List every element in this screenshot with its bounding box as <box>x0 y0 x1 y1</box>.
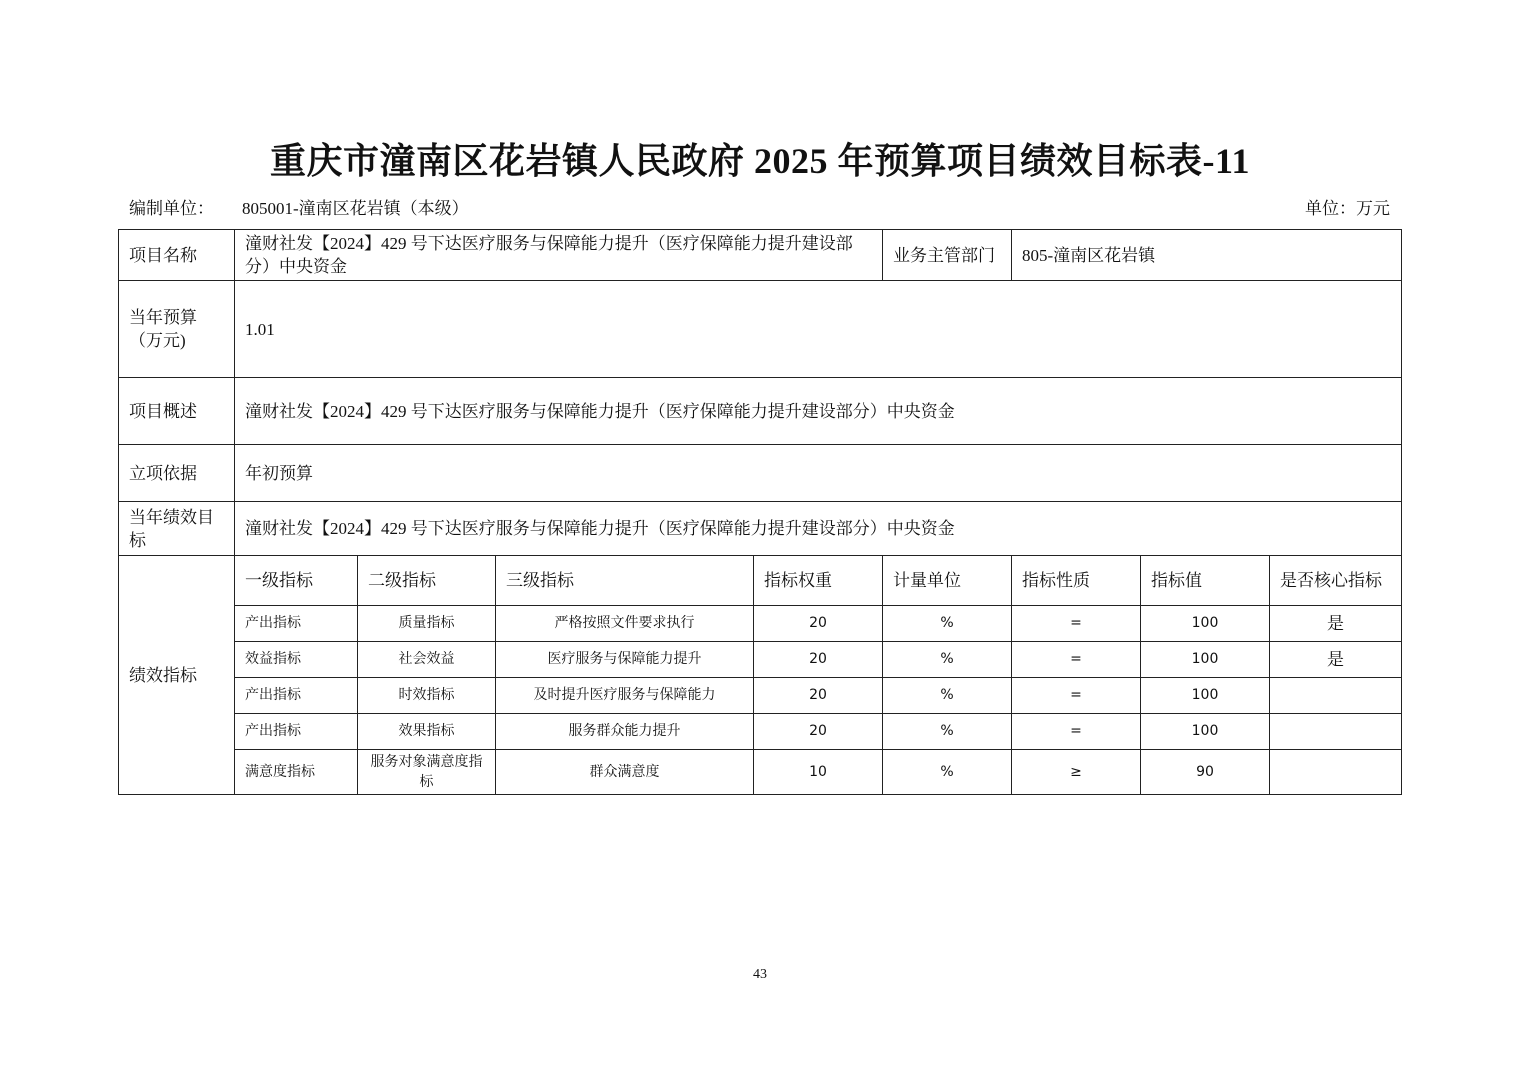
nature-cell: = <box>1012 606 1141 642</box>
row-budget <box>119 281 1402 378</box>
level2-cell: 服务对象满意度指标 <box>358 750 496 795</box>
level2-cell: 效果指标 <box>358 714 496 750</box>
indicator-row <box>119 642 1402 678</box>
core-cell: 是 <box>1270 642 1402 678</box>
basis-label: 立项依据 <box>119 445 235 502</box>
indicator-row <box>119 606 1402 642</box>
weight-cell: 20 <box>754 714 883 750</box>
nature-cell: ≥ <box>1012 750 1141 795</box>
compile-unit-label: 编制单位： <box>129 199 214 218</box>
level3-cell: 严格按照文件要求执行 <box>496 606 754 642</box>
level3-cell: 医疗服务与保障能力提升 <box>496 642 754 678</box>
budget-label: 当年预算（万元) <box>119 281 235 378</box>
project-name-value: 潼财社发【2024】429 号下达医疗服务与保障能力提升（医疗保障能力提升建设部分）中央资金 <box>235 230 883 281</box>
header-level1: 一级指标 <box>235 556 358 606</box>
unit-cell: % <box>883 606 1012 642</box>
header-unit: 计量单位 <box>883 556 1012 606</box>
indicators-label: 绩效指标 <box>119 556 235 795</box>
indicator-header-row <box>119 556 1402 606</box>
indicator-row <box>119 678 1402 714</box>
level3-cell: 群众满意度 <box>496 750 754 795</box>
goal-value: 潼财社发【2024】429 号下达医疗服务与保障能力提升（医疗保障能力提升建设部分）中央资金 <box>235 502 1402 556</box>
unit-cell: % <box>883 750 1012 795</box>
performance-table <box>118 229 1402 795</box>
header-level2: 二级指标 <box>358 556 496 606</box>
nature-cell: = <box>1012 642 1141 678</box>
level1-cell: 产出指标 <box>235 678 358 714</box>
level1-cell: 效益指标 <box>235 642 358 678</box>
row-project-name <box>119 230 1402 281</box>
value-cell: 90 <box>1141 750 1270 795</box>
level3-cell: 及时提升医疗服务与保障能力 <box>496 678 754 714</box>
basis-value: 年初预算 <box>235 445 1402 502</box>
nature-cell: = <box>1012 714 1141 750</box>
header-value: 指标值 <box>1141 556 1270 606</box>
core-cell <box>1270 750 1402 795</box>
level1-cell: 满意度指标 <box>235 750 358 795</box>
core-cell <box>1270 678 1402 714</box>
level1-cell: 产出指标 <box>235 606 358 642</box>
page-title: 重庆市潼南区花岩镇人民政府 2025 年预算项目绩效目标表-11 <box>269 141 1250 181</box>
level2-cell: 社会效益 <box>358 642 496 678</box>
value-cell: 100 <box>1141 714 1270 750</box>
compile-unit <box>129 194 469 219</box>
dept-value: 805-潼南区花岩镇 <box>1012 230 1402 281</box>
level1-cell: 产出指标 <box>235 714 358 750</box>
page-number: 43 <box>753 967 767 982</box>
unit-cell: % <box>883 642 1012 678</box>
indicator-row <box>119 750 1402 795</box>
weight-cell: 10 <box>754 750 883 795</box>
weight-cell: 20 <box>754 642 883 678</box>
unit-cell: % <box>883 714 1012 750</box>
value-cell: 100 <box>1141 606 1270 642</box>
core-cell <box>1270 714 1402 750</box>
project-name-label: 项目名称 <box>119 230 235 281</box>
level3-cell: 服务群众能力提升 <box>496 714 754 750</box>
header-level3: 三级指标 <box>496 556 754 606</box>
unit-label: 单位：万元 <box>1305 199 1390 218</box>
header-nature: 指标性质 <box>1012 556 1141 606</box>
unit-cell: % <box>883 678 1012 714</box>
weight-cell: 20 <box>754 678 883 714</box>
row-overview <box>119 378 1402 445</box>
value-cell: 100 <box>1141 642 1270 678</box>
header-core: 是否核心指标 <box>1270 556 1402 606</box>
compile-unit-value: 805001-潼南区花岩镇（本级） <box>242 199 469 218</box>
row-basis <box>119 445 1402 502</box>
budget-value: 1.01 <box>235 281 1402 378</box>
overview-label: 项目概述 <box>119 378 235 445</box>
core-cell: 是 <box>1270 606 1402 642</box>
row-goal <box>119 502 1402 556</box>
level2-cell: 质量指标 <box>358 606 496 642</box>
nature-cell: = <box>1012 678 1141 714</box>
weight-cell: 20 <box>754 606 883 642</box>
value-cell: 100 <box>1141 678 1270 714</box>
overview-value: 潼财社发【2024】429 号下达医疗服务与保障能力提升（医疗保障能力提升建设部分）中央资金 <box>235 378 1402 445</box>
dept-label: 业务主管部门 <box>883 230 1012 281</box>
indicator-row <box>119 714 1402 750</box>
header-weight: 指标权重 <box>754 556 883 606</box>
goal-label: 当年绩效目标 <box>119 502 235 556</box>
level2-cell: 时效指标 <box>358 678 496 714</box>
